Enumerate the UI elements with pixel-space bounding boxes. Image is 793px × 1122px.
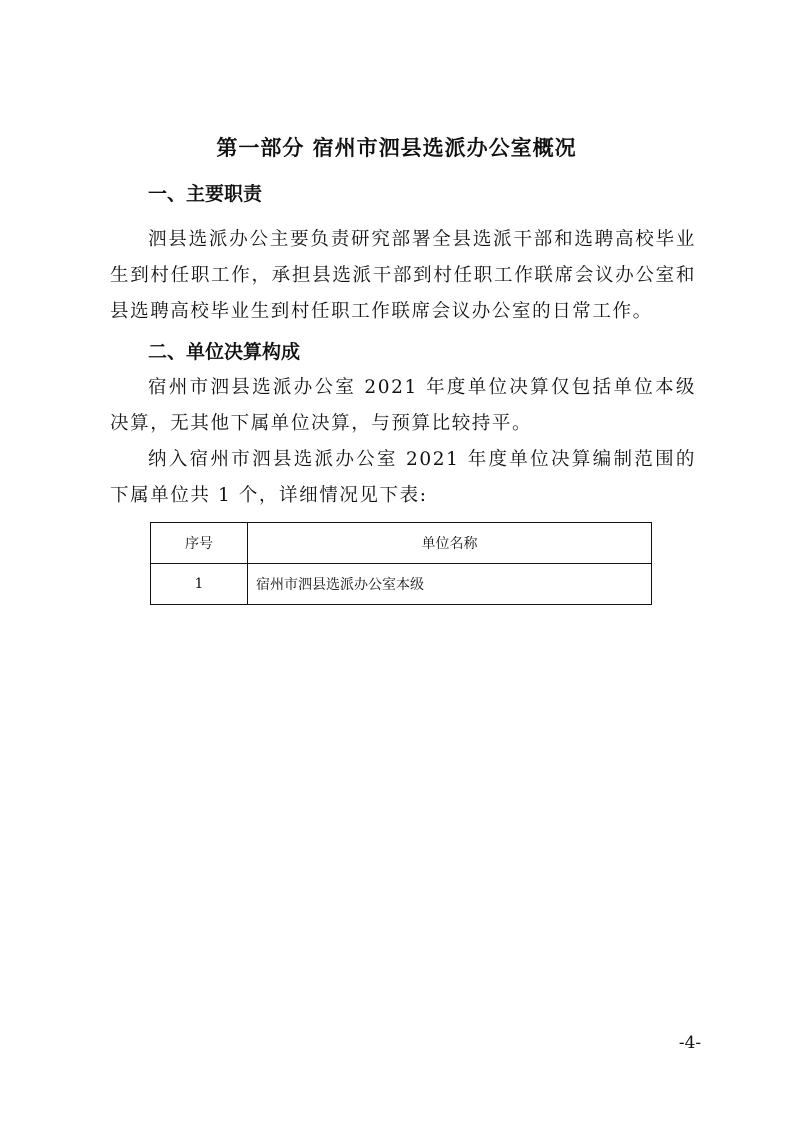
table-row [151,564,652,605]
table-header-row [151,523,652,564]
duties-paragraph: 泗县选派办公主要负责研究部署全县选派干部和选聘高校毕业生到村任职工作，承担县选派干部到村任职工作联席会议办公室和县选聘高校毕业生到村任职工作联席会议办公室的日常工作。 [110,229,696,322]
subordinate-units-table [150,522,652,605]
column-header-name: 单位名称 [248,523,652,564]
scope-paragraph: 纳入宿州市泗县选派办公室 2021 年度单位决算编制范围的下属单位共 1 个，详细情况见下表: [110,449,696,506]
page-title: 第一部分 宿州市泗县选派办公室概况 [216,136,577,160]
column-header-seq: 序号 [151,523,248,564]
cell-unit-name: 宿州市泗县选派办公室本级 [248,564,652,605]
page-number: -4- [678,1033,702,1053]
section-heading-unit-composition: 二、单位决算构成 [148,341,301,363]
section-heading-main-duties: 一、主要职责 [148,183,263,205]
composition-paragraph: 宿州市泗县选派办公室 2021 年度单位决算仅包括单位本级决算，无其他下属单位决算，与预算比较持平。 [110,377,696,434]
cell-seq: 1 [151,564,248,605]
